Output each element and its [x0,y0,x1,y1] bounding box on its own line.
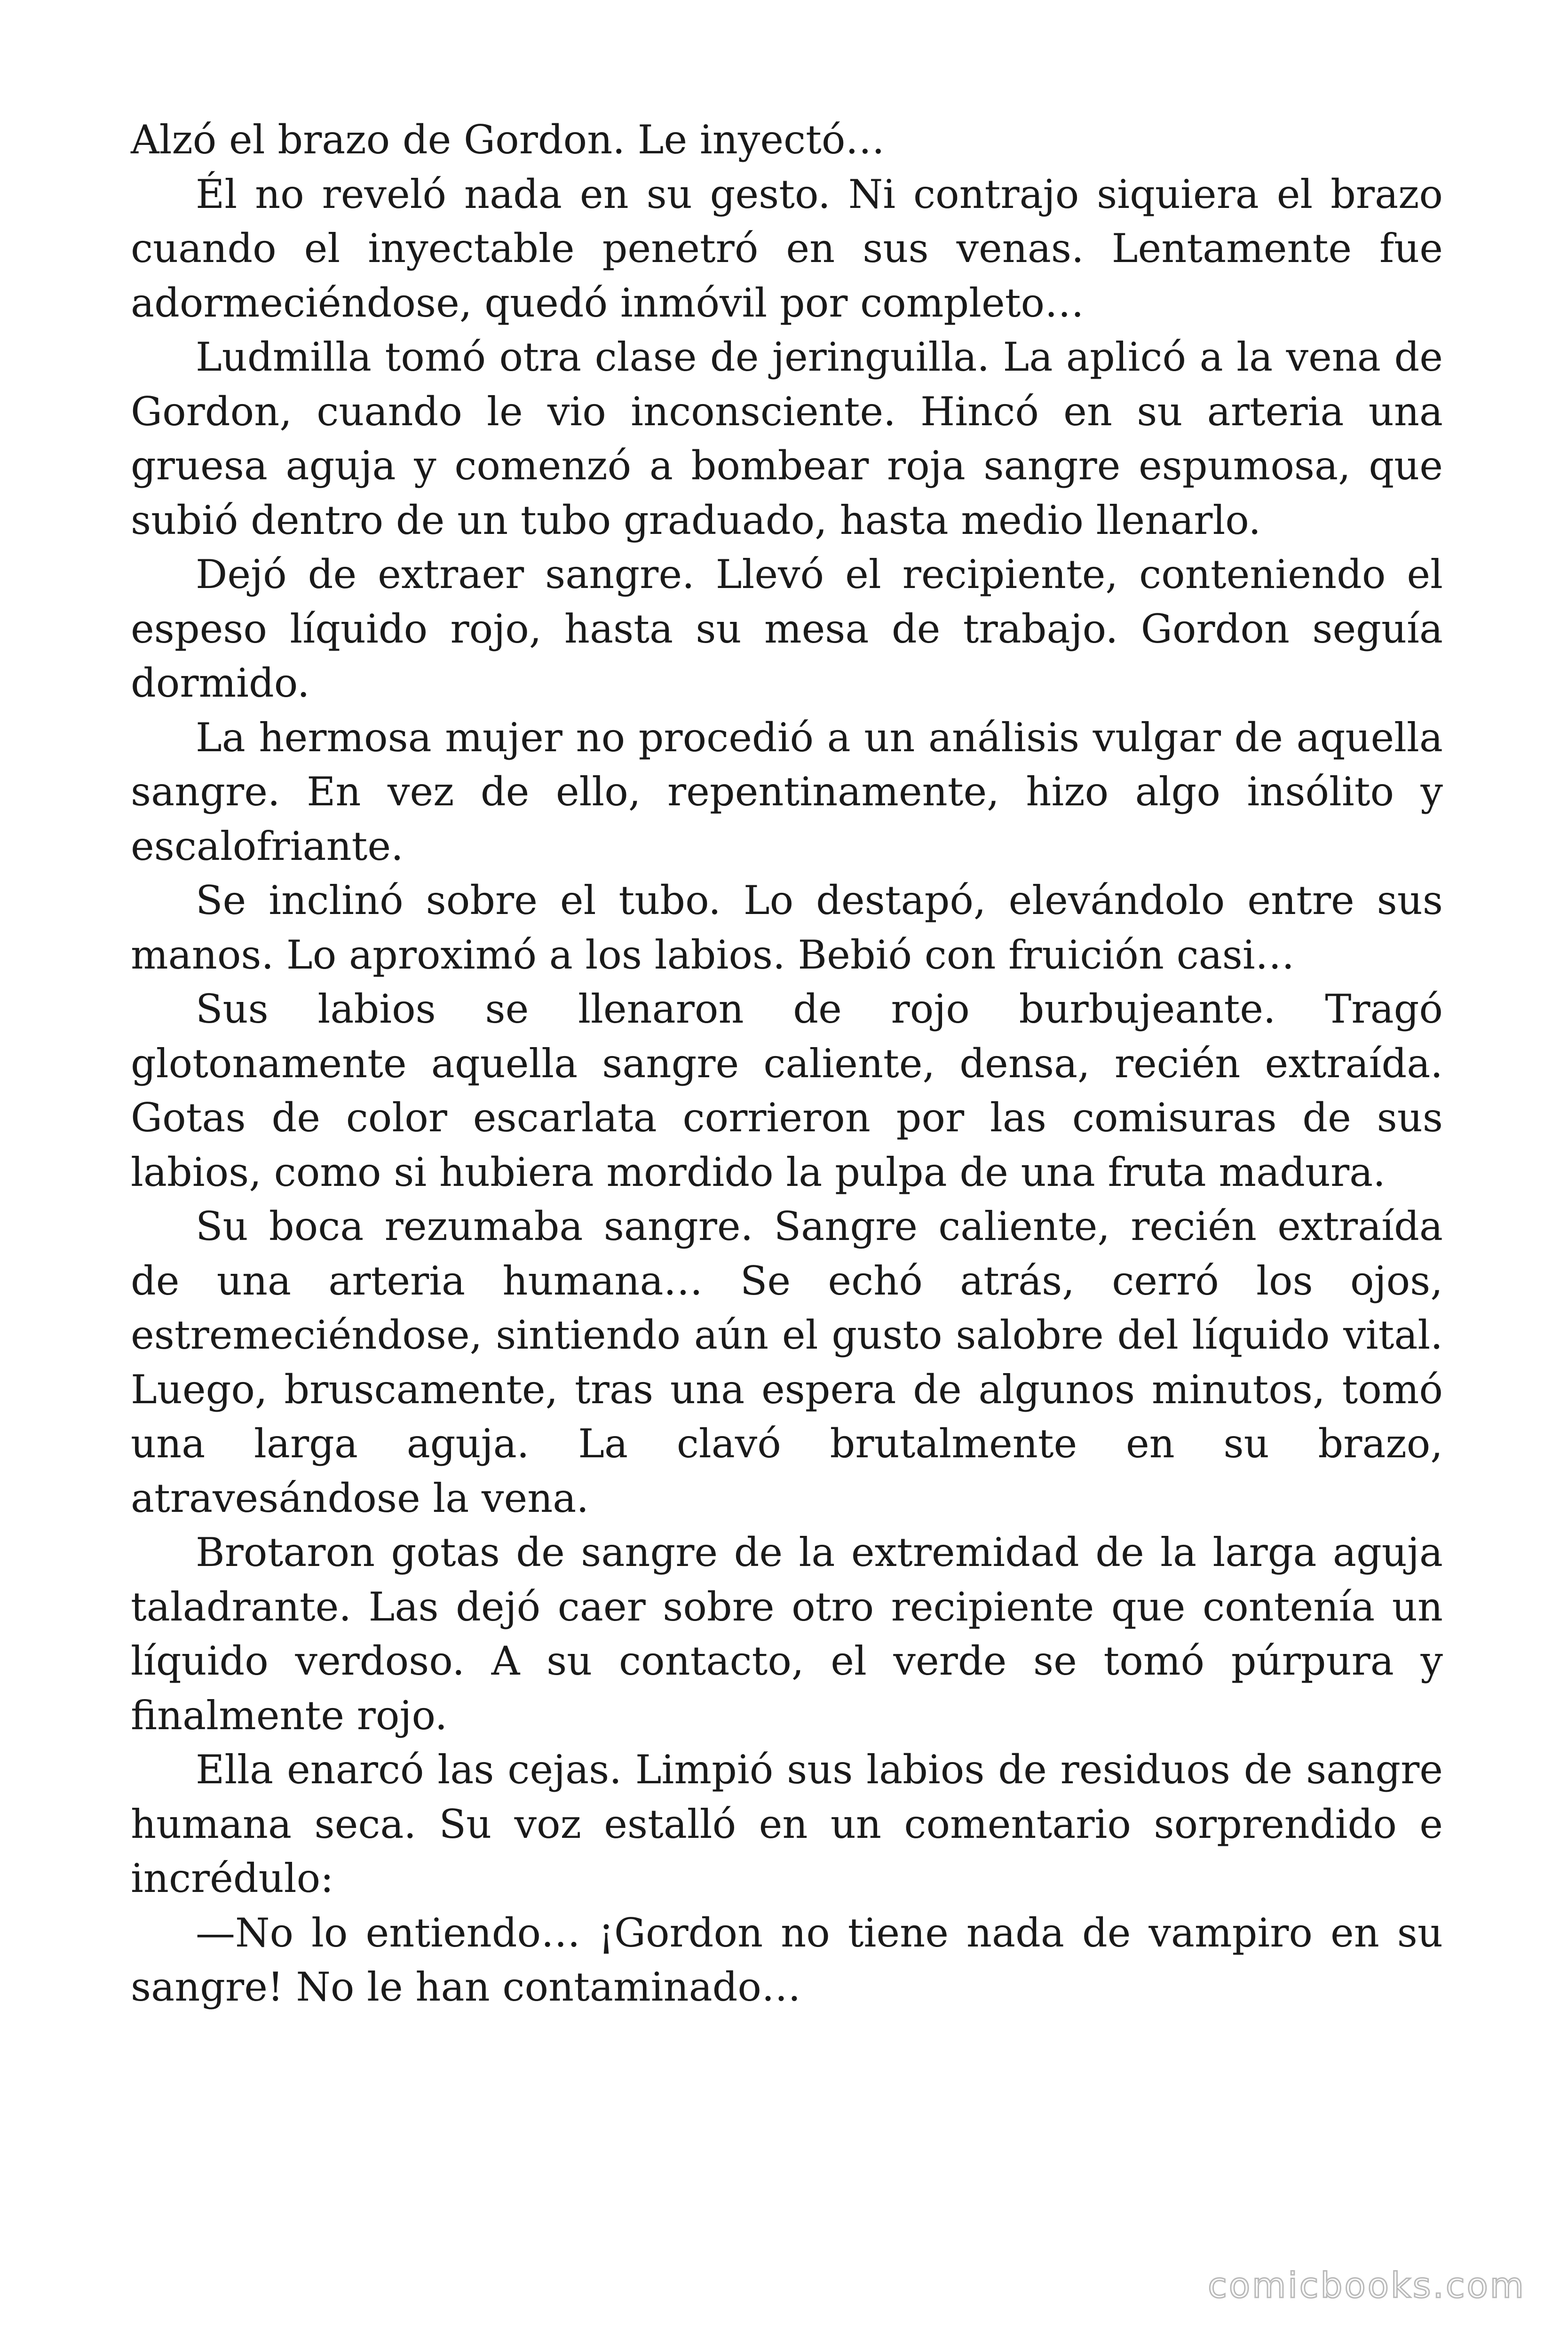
watermark: comicbooks.com [1208,2265,1526,2306]
page-body [131,113,1443,2015]
paragraph-10: Ella enarcó las cejas. Limpió sus labios de residuos de sangre humana seca. Su voz estalló en un comentario sorprendido e incrédulo: [131,1747,1443,1901]
paragraph-9: Brotaron gotas de sangre de la extremidad de la larga aguja taladrante. Las dejó caer sobre otro recipiente que contenía un líquido verdoso. A su contacto, el verde se tomó púrpura y finalmente rojo. [131,1529,1443,1739]
paragraph-11: —No lo entiendo… ¡Gordon no tiene nada de vampiro en su sangre! No le han contaminado… [131,1909,1443,2010]
paragraph-8: Su boca rezumaba sangre. Sangre caliente, recién extraída de una arteria humana… Se echó atrás, cerró los ojos, estremeciéndose, sintiendo aún el gusto salobre del líquido vital. Luego, bruscamente, tras una espera de algunos minutos, tomó una larga aguja. La clavó brutalmente en su brazo, atravesándose la vena. [131,1203,1443,1521]
paragraph-7: Sus labios se llenaron de rojo burbujeante. Tragó glotonamente aquella sangre caliente, densa, recién extraída. Gotas de color escarlata corrieron por las comisuras de sus labios, como si hubiera mordido la pulpa de una fruta madura. [131,986,1443,1195]
paragraph-1: Alzó el brazo de Gordon. Le inyectó… [131,117,885,163]
paragraph-3: Ludmilla tomó otra clase de jeringuilla. La aplicó a la vena de Gordon, cuando le vio inconsciente. Hincó en su arteria una gruesa aguja y comenzó a bombear roja sangre espumosa, que subió dentro de un tubo graduado, hasta medio llenarlo. [131,334,1443,543]
paragraph-6: Se inclinó sobre el tubo. Lo destapó, elevándolo entre sus manos. Lo aproximó a los labios. Bebió con fruición casi… [131,877,1443,978]
paragraph-2: Él no reveló nada en su gesto. Ni contrajo siquiera el brazo cuando el inyectable penetró en sus venas. Lentamente fue adormeciéndose, quedó inmóvil por completo… [131,171,1443,326]
paragraph-4: Dejó de extraer sangre. Llevó el recipiente, conteniendo el espeso líquido rojo, hasta su mesa de trabajo. Gordon seguía dormido. [131,551,1443,706]
paragraph-5: La hermosa mujer no procedió a un análisis vulgar de aquella sangre. En vez de ello, repentinamente, hizo algo insólito y escalofriante. [131,714,1443,869]
